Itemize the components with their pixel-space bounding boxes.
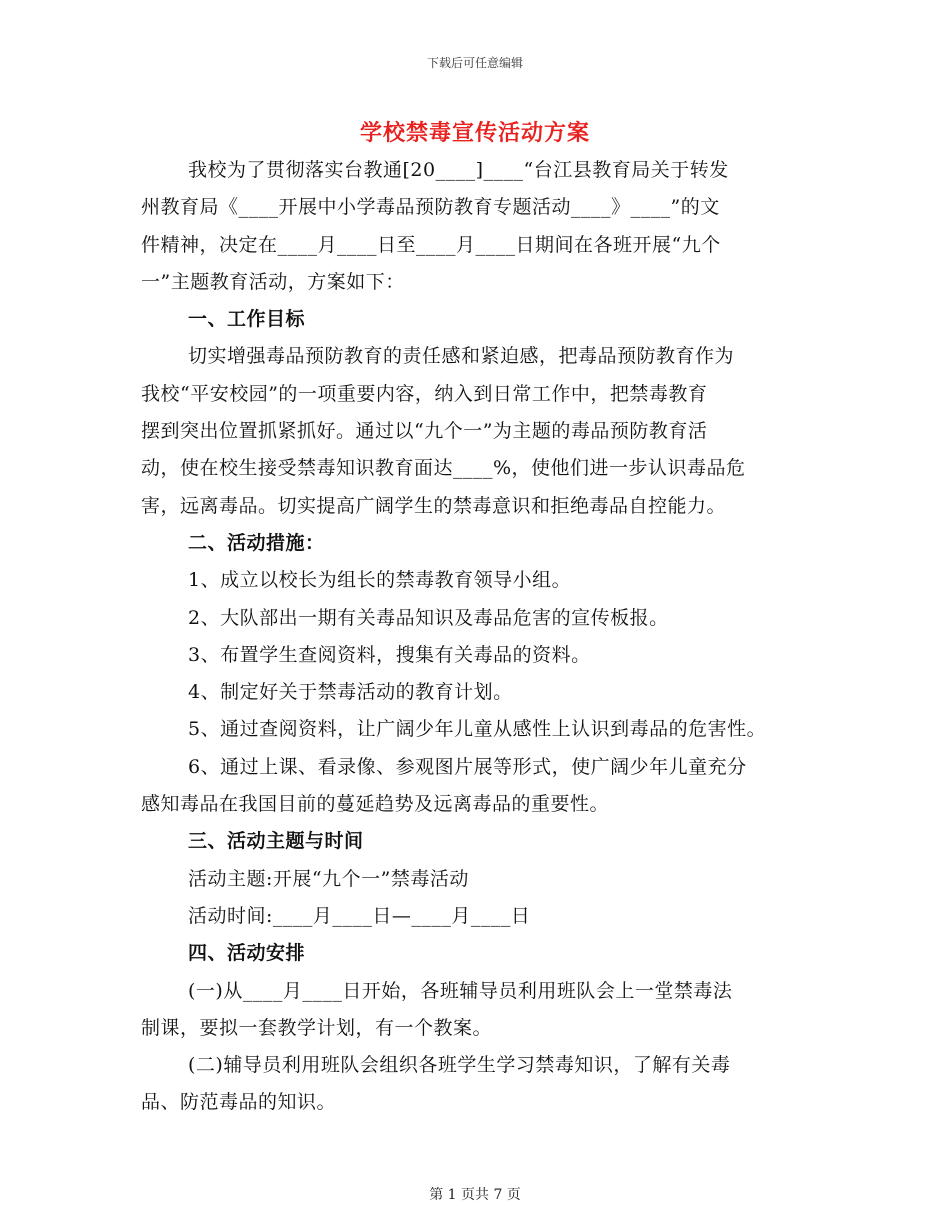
paragraph-line: 活动主题:开展“九个一”禁毒活动 bbox=[188, 867, 469, 890]
section-heading: 三、活动主题与时间 bbox=[188, 830, 364, 853]
paragraph-line: 4、制定好关于禁毒活动的教育计划。 bbox=[188, 681, 513, 704]
paragraph-line: 州教育局《____开展中小学毒品预防教育专题活动____》____”的文 bbox=[141, 196, 720, 219]
paragraph-line: (一)从____月____日开始，各班辅导员利用班队会上一堂禁毒法 bbox=[188, 979, 733, 1002]
document-title: 学校禁毒宣传活动方案 bbox=[359, 120, 590, 146]
document-body bbox=[141, 152, 821, 1122]
page-footer: 第 1 页共 7 页 bbox=[429, 1187, 521, 1203]
paragraph-line: 1、成立以校长为组长的禁毒教育领导小组。 bbox=[188, 569, 572, 592]
paragraph-line: 感知毒品在我国目前的蔓延趋势及远离毒品的重要性。 bbox=[141, 793, 610, 816]
paragraph-line: 我校“平安校园”的一项重要内容，纳入到日常工作中，把禁毒教育 bbox=[141, 382, 708, 405]
paragraph-line: 活动时间:____月____日—____月____日 bbox=[188, 904, 531, 927]
paragraph-line: 害，远离毒品。切实提高广阔学生的禁毒意识和拒绝毒品自控能力。 bbox=[141, 494, 727, 517]
paragraph-line: 切实增强毒品预防教育的责任感和紧迫感，把毒品预防教育作为 bbox=[188, 345, 735, 368]
paragraph-line: 摆到突出位置抓紧抓好。通过以“九个一”为主题的毒品预防教育活 bbox=[141, 420, 708, 443]
section-heading: 二、活动措施： bbox=[188, 531, 325, 554]
paragraph-line: 一”主题教育活动，方案如下： bbox=[141, 270, 405, 293]
paragraph-line: 制课，要拟一套教学计划，有一个教案。 bbox=[141, 1016, 493, 1039]
section-heading: 一、工作目标 bbox=[188, 308, 306, 331]
paragraph-line: 我校为了贯彻落实台教通[20____]____“台江县教育局关于转发 bbox=[188, 159, 729, 181]
paragraph-line: 品、防范毒品的知识。 bbox=[141, 1091, 337, 1114]
paragraph-line: (二)辅导员利用班队会组织各班学生学习禁毒知识，了解有关毒 bbox=[188, 1054, 731, 1077]
paragraph-line: 件精神，决定在____月____日至____月____日期间在各班开展“九个 bbox=[141, 233, 721, 256]
paragraph-line: 3、布置学生查阅资料，搜集有关毒品的资料。 bbox=[188, 643, 591, 666]
paragraph-line: 动，使在校生接受禁毒知识教育面达____%，使他们进一步认识毒品危 bbox=[141, 457, 746, 480]
section-heading: 四、活动安排 bbox=[188, 942, 306, 965]
paragraph-line: 6、通过上课、看录像、参观图片展等形式，使广阔少年儿童充分 bbox=[188, 755, 747, 778]
page-header: 下载后可任意编辑 bbox=[426, 56, 523, 70]
paragraph-line: 5、通过查阅资料，让广阔少年儿童从感性上认识到毒品的危害性。 bbox=[188, 718, 767, 741]
paragraph-line: 2、大队部出一期有关毒品知识及毒品危害的宣传板报。 bbox=[188, 606, 669, 629]
